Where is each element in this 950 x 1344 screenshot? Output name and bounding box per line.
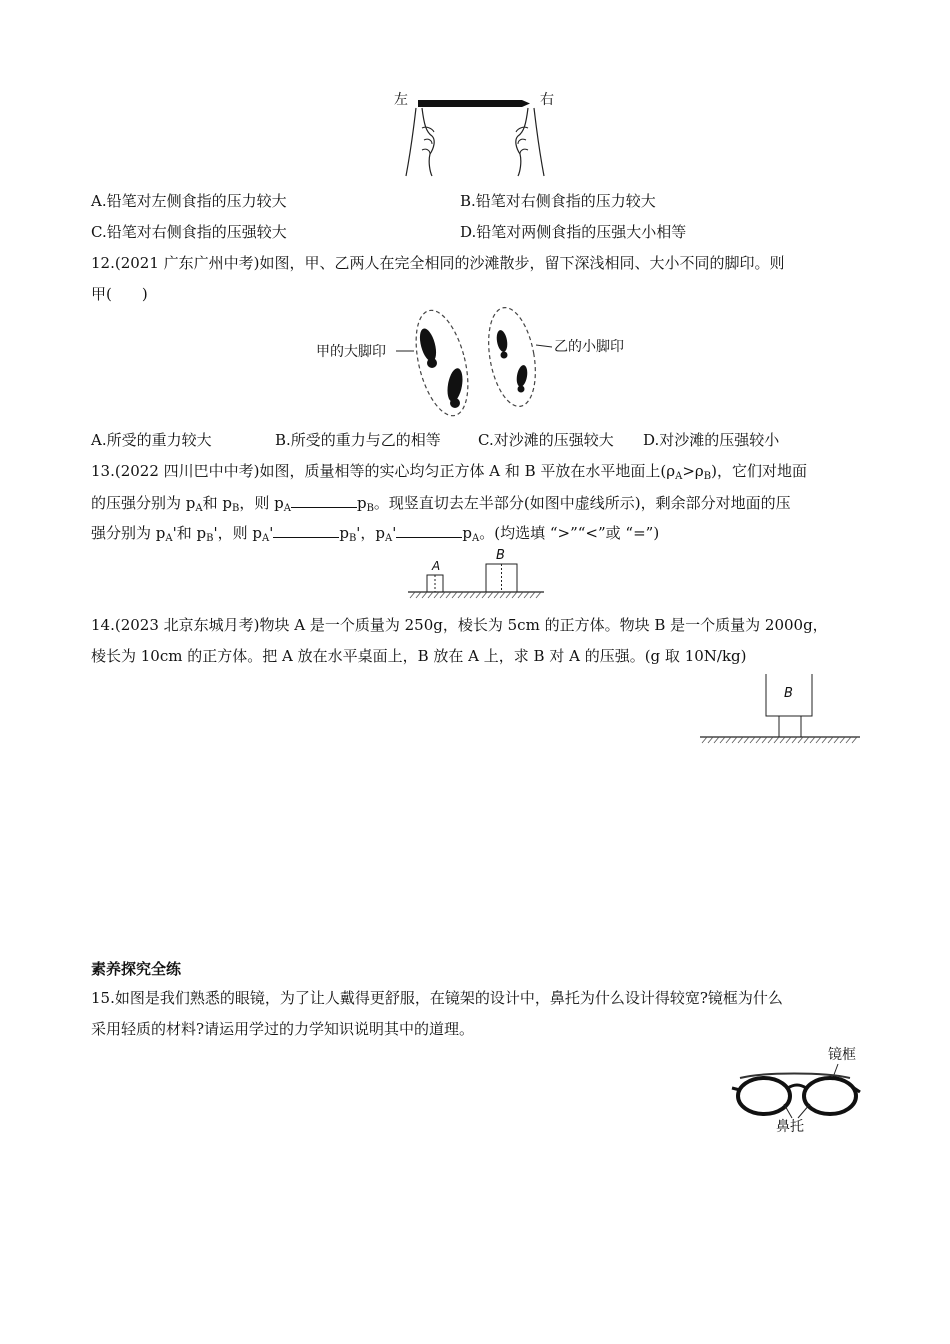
cube-b-label: B bbox=[496, 548, 505, 563]
q12-option-b: B.所受的重力与乙的相等 bbox=[275, 431, 441, 449]
right-label: 右 bbox=[540, 92, 554, 108]
small-footprint-label: 乙的小脚印 bbox=[554, 339, 624, 355]
footprint-drawing bbox=[312, 305, 642, 417]
q13-blank-2[interactable] bbox=[273, 522, 339, 538]
glasses-figure bbox=[724, 1042, 864, 1140]
pencil-figure bbox=[392, 84, 562, 179]
cube-stack-figure bbox=[700, 674, 862, 744]
cube-ab-drawing bbox=[408, 548, 544, 604]
q13-line-1: 13.(2022 四川巴中中考)如图，质量相等的实心均匀正方体 A 和 B 平放在水平地面上$(\rho_A>\rho_B)$，它们对地面 bbox=[91, 462, 807, 482]
q14-line-2: 棱长为 10cm 的正方体。把 A 放在水平桌面上，B 放在 A 上，求 B 对 A 的压强。(g 取 10N/kg) bbox=[91, 647, 747, 665]
cube-stack-drawing bbox=[700, 674, 862, 744]
q14-line-1: 14.(2023 北京东城月考)物块 A 是一个质量为 250g，棱长为 5cm 的正方体。物块 B 是一个质量为 2000g， bbox=[91, 616, 828, 634]
pencil-drawing bbox=[392, 84, 562, 179]
q13-blank-1[interactable] bbox=[291, 492, 357, 508]
section-title: 素养探究全练 bbox=[91, 960, 182, 978]
big-footprint-label: 甲的大脚印 bbox=[316, 344, 386, 360]
nose-pad-label: 鼻托 bbox=[776, 1119, 804, 1135]
q11-option-b: B.铅笔对右侧食指的压力较大 bbox=[460, 192, 656, 210]
q13-blank-3[interactable] bbox=[396, 522, 462, 538]
cube-ab-figure bbox=[408, 548, 544, 604]
q12-option-d: D.对沙滩的压强较小 bbox=[643, 431, 780, 449]
left-label: 左 bbox=[394, 92, 408, 108]
q12-line-1: 12.(2021 广东广州中考)如图，甲、乙两人在完全相同的沙滩散步，留下深浅相同、大小不同的脚印。则 bbox=[91, 254, 785, 272]
q15-line-1: 15.如图是我们熟悉的眼镜，为了让人戴得更舒服，在镜架的设计中，鼻托为什么设计得较宽?镜框为什么 bbox=[91, 989, 783, 1007]
q11-option-c: C.铅笔对右侧食指的压强较大 bbox=[91, 223, 287, 241]
cube-a-label: A bbox=[432, 559, 441, 573]
q15-line-2: 采用轻质的材料?请运用学过的力学知识说明其中的道理。 bbox=[91, 1020, 475, 1038]
q12-line-2: 甲( ) bbox=[91, 285, 148, 303]
q12-option-c: C.对沙滩的压强较大 bbox=[478, 431, 614, 449]
q12-option-a: A.所受的重力较大 bbox=[91, 431, 212, 449]
q11-option-a: A.铅笔对左侧食指的压力较大 bbox=[91, 192, 287, 210]
footprint-figure bbox=[312, 305, 642, 417]
frame-label: 镜框 bbox=[828, 1047, 856, 1063]
q13-line-2: 的压强分别为 $p_A$和 $p_B$，则 $p_A$ $p_B$。现竖直切去左半部分(如图中虚线所示)，剩余部分对地面的压 bbox=[91, 494, 791, 514]
stack-b-label: B bbox=[784, 686, 793, 701]
q13-line-3: 强分别为 $p_A'$和 $p_B'$，则 $p_A'$ $p_B'$，$p_A'$ $p_A$。(均选填 “>”“<”或 “=”) bbox=[91, 524, 660, 544]
glasses-drawing bbox=[724, 1042, 864, 1140]
q11-option-d: D.铅笔对两侧食指的压强大小相等 bbox=[460, 223, 687, 241]
